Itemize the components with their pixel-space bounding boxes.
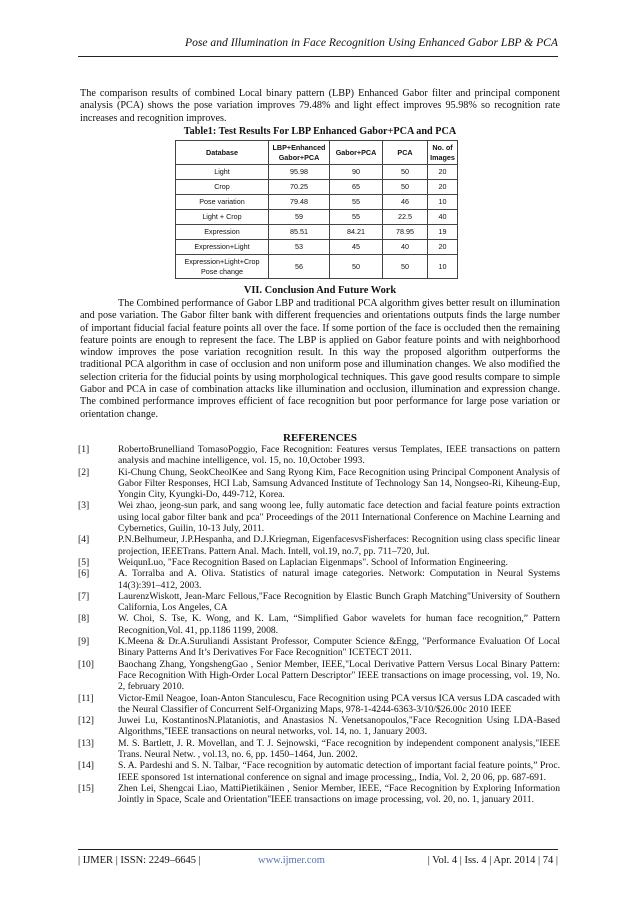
reference-item [78,557,560,568]
reference-text: Ki-Chung Chung, SeokCheolKee and Sang Ryong Kim, Face Recognition using Principal Component Analysis of Gabor Filter Responses, HCI Lab, Samsung Advanced Institute of Technology San 14, Nongseo-Ri, Kiheung-Eup, Yongin City, Kyungki-Do, 449-712, Korea. [118,466,560,501]
table-cell: 10 [428,195,458,210]
reference-item [78,659,560,693]
reference-number: [3] [78,500,90,512]
table-cell: 53 [269,240,330,255]
footer-url-link[interactable]: www.ijmer.com [258,855,325,866]
reference-item [78,693,560,716]
table-row [176,165,458,180]
reference-item [78,467,560,501]
table-cell: Pose variation [176,195,269,210]
table-cell: 56 [269,255,330,279]
table-cell: 55 [330,210,383,225]
reference-item [78,738,560,761]
reference-item [78,715,560,738]
reference-text: K.Meena & Dr.A.Suruliandi Assistant Professor, Computer Science &Engg, "Performance Evaluation Of Local Binary Patterns And It’s Derivatives For Face Recognition" ICETECT 2011. [118,636,560,659]
table-cell: 50 [330,255,383,279]
reference-number: [8] [78,613,90,625]
references-heading: REFERENCES [283,432,357,444]
table-cell: Expression+Light+Crop Pose change [176,255,269,279]
table-cell: Light [176,165,269,180]
reference-number: [14] [78,760,94,772]
reference-number: [9] [78,636,90,648]
reference-number: [15] [78,782,94,794]
reference-item [78,783,560,806]
table-cell: 95.98 [269,165,330,180]
footer-issn: | IJMER | ISSN: 2249–6645 | [78,855,201,866]
table-cell: 59 [269,210,330,225]
table-cell: 78.95 [383,225,428,240]
reference-text: P.N.Belhumeur, J.P.Hespanha, and D.J.Kriegman, EigenfacesvsFisherfaces: Recognition using class specific linear projection, IEEETrans. Pattern Anal. Mach. Intell, vol.19, no.7, pp. 711–720, Jul. [118,534,560,557]
header-title: Pose and Illumination in Face Recognition Using Enhanced Gabor LBP & PCA [185,36,558,49]
reference-text: Zhen Lei, Shengcai Liao, MattiPietikäinen , Senior Member, IEEE, “Face Recognition by Exploring Information Jointly in Space, Scale and Orientation"IEEE transactions on image processing, vol. 20, no. 1, january 2011. [118,782,560,806]
table-cell: 55 [330,195,383,210]
table-cell: 46 [383,195,428,210]
reference-item [78,444,560,467]
table-cell: 20 [428,165,458,180]
references-list [78,444,560,806]
table-cell: 85.51 [269,225,330,240]
running-header [78,34,558,57]
table-cell: 50 [383,165,428,180]
table-row [176,225,458,240]
table-row [176,180,458,195]
reference-text: Juwei Lu, KostantinosN.Plataniotis, and Anastasios N. Venetsanopoulos,"Face Recognition Using LDA-Based Algorithms,"IEEE transactions on neural networks, vol. 14, no. 1, January 2003. [118,715,560,738]
table-cell: Expression+Light [176,240,269,255]
reference-number: [6] [78,568,90,580]
table-cell: 90 [330,165,383,180]
header-pca: PCA [383,141,428,165]
table-cell: 45 [330,240,383,255]
table-cell: 40 [428,210,458,225]
reference-text: Baochang Zhang, YongshengGao , Senior Member, IEEE,"Local Derivative Pattern Versus Local Binary Pattern: Face Recognition With High-Order Local Pattern Descriptor" IEEE transactions on image processing, vol. 19, No. 2, february 2010. [118,658,560,693]
table-cell: 10 [428,255,458,279]
reference-number: [7] [78,590,90,602]
table-cell: 50 [383,255,428,279]
section-heading: VII. Conclusion And Future Work [243,285,397,296]
reference-item [78,568,560,591]
reference-number: [5] [78,556,90,568]
reference-item [78,636,560,659]
table-cell: Crop [176,180,269,195]
reference-text: M. S. Bartlett, J. R. Movellan, and T. J. Sejnowski, “Face recognition by independent component analysis,"IEEE Trans. Neural Netw. , vol.13, no. 6, pp. 1450–1464, Jun. 2002. [118,737,560,761]
table-row [176,255,458,279]
table-header-row [176,141,458,165]
reference-text: LaurenzWiskott, Jean-Marc Fellous,"Face Recognition by Elastic Bunch Graph Matching"University of Southern California, Los Angeles, CA [118,590,560,614]
intro-paragraph: The comparison results of combined Local binary pattern (LBP) Enhanced Gabor filter and principal component analysis (PCA) shows the pose variation improves 79.48% and light effect improves 95.98% so recognition rate increases and recognition improves. [80,88,560,124]
table-cell: 19 [428,225,458,240]
table-caption: Table1: Test Results For LBP Enhanced Gabor+PCA and PCA [183,126,457,137]
results-table [175,140,458,279]
table-cell: 70.25 [269,180,330,195]
table-row [176,195,458,210]
reference-text: Wei zhao, jeong-sun park, and sang woong lee, fully automatic face detection and facial feature points extraction using local gabor filter bank and pca" Proceedings of the 2011 International Conference on Machine Learning and Cybernetics, Guilin, 10-13 July, 2011. [118,500,560,535]
reference-text: W. Choi, S. Tse, K. Wong, and K. Lam, “Simplified Gabor wavelets for human face recognition,” Pattern Recognition,Vol. 41, pp.1186 1199, 2008. [118,613,560,636]
reference-item [78,760,560,783]
table-cell: 65 [330,180,383,195]
reference-text: A. Torralba and A. Oliva. Statistics of natural image categories. Network: Computation in Neural Systems 14(3):391–412, 2003. [118,568,560,591]
table-cell: 22.5 [383,210,428,225]
reference-text: WeiqunLuo, "Face Recognition Based on Laplacian Eigenmaps". School of Information Engineering. [118,556,508,568]
table-cell: 50 [383,180,428,195]
reference-number: [2] [78,466,90,478]
reference-item [78,613,560,636]
reference-text: Victor-Emil Neagoe, Ioan-Anton Stanculescu, Face Recognition using PCA versus ICA versus LDA cascaded with the Neural Classifier of Concurrent Self-Organizing Maps, 978-1-4244-6363-3/10/$26.00c 2010 IEEE [118,692,560,715]
reference-number: [11] [78,692,94,704]
footer-volume: | Vol. 4 | Iss. 4 | Apr. 2014 | 74 | [427,855,558,866]
header-database: Database [176,141,269,165]
conclusion-paragraph: The Combined performance of Gabor LBP and traditional PCA algorithm gives better result on illumination and pose variation. The Gabor filter bank with different frequencies and orientations outputs finds the large number of important fiducial facial feature points all over the face. If some portion of the face is occluded then the remaining feature points are enough to represent the face. The LBP is applied on Gabor feature points and with neighborhood window improves the pose variation recognition result. In this way the proposed algorithm outperforms the traditional PCA algorithm in case of occlusion and non uniform pose and illumination changes. We also modified the selection criteria for the fiducial points by using morphological techniques. This gave good results compare to simple Gabor and PCA in case of combination attacks like illumination and occlusion, illumination and expression change. The combined performance improves efficient of face recognition but poor performance for large pose variation or orientation change. [80,298,560,420]
table-row [176,240,458,255]
table-cell: Light + Crop [176,210,269,225]
reference-number: [13] [78,737,94,749]
table-cell: 40 [383,240,428,255]
table-cell: 79.48 [269,195,330,210]
reference-item [78,534,560,557]
reference-number: [12] [78,715,94,727]
table-row [176,210,458,225]
table-cell: 84.21 [330,225,383,240]
reference-item [78,591,560,614]
header-no-of-images: No. of Images [428,141,458,165]
header-lbp-gabor-pca: LBP+Enhanced Gabor+PCA [269,141,330,165]
header-gabor-pca: Gabor+PCA [330,141,383,165]
reference-number: [10] [78,658,94,670]
table-cell: 20 [428,180,458,195]
reference-number: [4] [78,534,90,546]
page-footer [78,849,558,866]
reference-text: RobertoBrunelliand TomasoPoggio, Face Recognition: Features versus Templates, IEEE transactions on pattern analysis and machine intelligence, vol. 15, no. 10,October 1993. [118,444,560,467]
reference-number: [1] [78,444,90,455]
table-cell: Expression [176,225,269,240]
table-cell: 20 [428,240,458,255]
reference-text: S. A. Pardeshi and S. N. Talbar, “Face recognition by automatic detection of important facial feature points,” Proc. IEEE sponsored 1st international conference on signal and image processing,, India, Vol. 2, 20 06, pp. 687-691. [118,760,560,783]
reference-item [78,500,560,534]
